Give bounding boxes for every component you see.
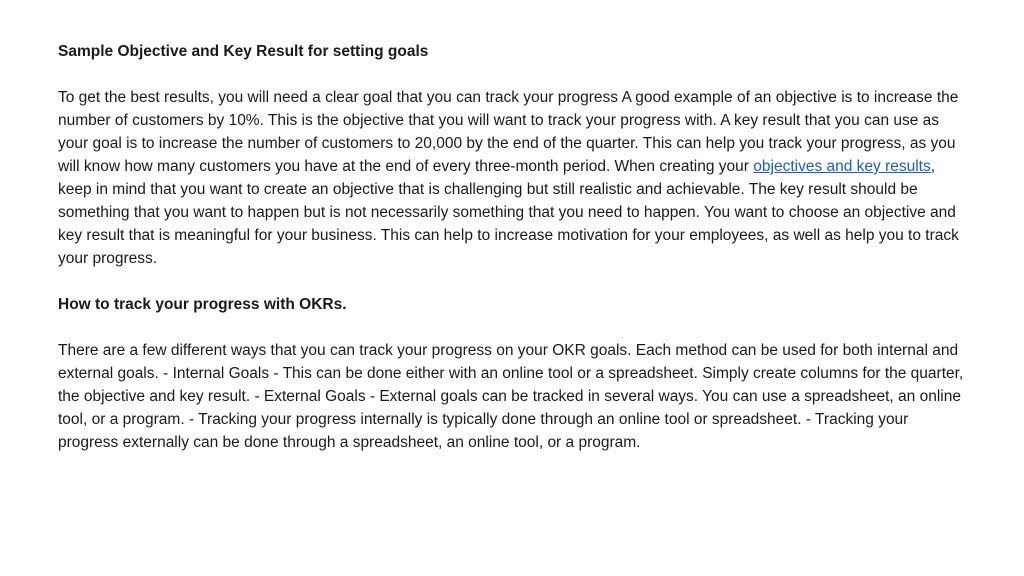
paragraph-text-before-link: To get the best results, you will need a clear goal that you can track your progress A good example of an objective is to increase the number of customers by 10%. This is the objective that you will want to track your progress with. A key result that you can use as your goal is to increase the number of customers to 20,000 by the end of the quarter. This can help you track your progress, as you will know how many customers you have at the end of every three-month period. When creating your: [58, 89, 959, 175]
spacer: [58, 316, 968, 339]
spacer: [58, 270, 968, 293]
section-heading-okr-sample: Sample Objective and Key Result for setting goals: [58, 43, 429, 60]
slide-content: [58, 40, 968, 454]
spacer: [58, 63, 968, 86]
okr-link[interactable]: objectives and key results: [753, 158, 931, 175]
paragraph-track-progress: There are a few different ways that you can track your progress on your OKR goals. Each method can be used for both internal and external goals. - Internal Goals - This can be done either with an online tool or a spreadsheet. Simply create columns for the quarter, the objective and key result. - External Goals - External goals can be tracked in several ways. You can use a spreadsheet, an online tool, or a program. - Tracking your progress internally is typically done through an online tool or spreadsheet. - Tracking your progress externally can be done through a spreadsheet, an online tool, or a program.: [58, 342, 964, 451]
section-heading-track-progress: How to track your progress with OKRs.: [58, 296, 347, 313]
paragraph-text-after-link: , keep in mind that you want to create an objective that is challenging but still realistic and achievable. The key result should be something that you want to happen but is not necessarily something that you need to happen. You want to choose an objective and key result that is meaningful for your business. This can help to increase motivation for your employees, as well as help you to track your progress.: [58, 158, 959, 267]
paragraph-okr-sample: [58, 86, 968, 270]
